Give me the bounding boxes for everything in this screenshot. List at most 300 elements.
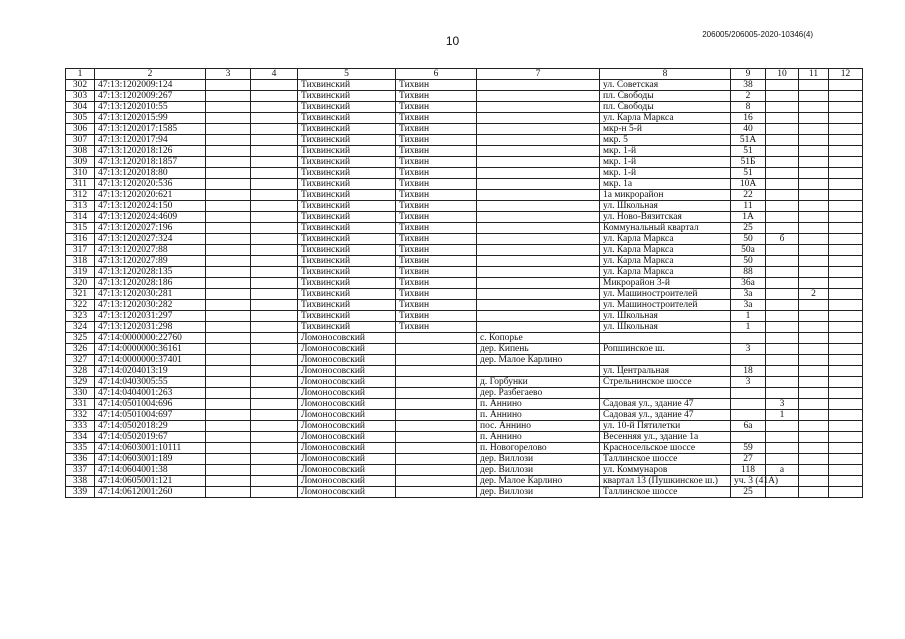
table-cell [396, 476, 477, 487]
table-cell [206, 487, 251, 498]
table-cell [799, 443, 829, 454]
table-cell: 3 [766, 399, 799, 410]
table-cell [766, 355, 799, 366]
column-header: 12 [829, 69, 863, 80]
table-cell [766, 366, 799, 377]
table-cell: 47:13:1202017:94 [95, 135, 206, 146]
table-cell [766, 267, 799, 278]
table-cell [396, 432, 477, 443]
table-cell: 27 [731, 454, 766, 465]
table-cell: ул. Школьная [600, 201, 731, 212]
table-cell: 88 [731, 267, 766, 278]
table-cell [766, 388, 799, 399]
table-cell [396, 487, 477, 498]
table-cell [799, 234, 829, 245]
table-cell [206, 399, 251, 410]
table-cell [766, 168, 799, 179]
table-cell [766, 135, 799, 146]
table-cell [731, 399, 766, 410]
table-cell: 318 [66, 256, 95, 267]
table-cell: 51 [731, 146, 766, 157]
table-cell: 302 [66, 80, 95, 91]
table-cell [799, 267, 829, 278]
table-cell [206, 278, 251, 289]
column-header: 8 [600, 69, 731, 80]
table-cell [477, 80, 600, 91]
column-header: 11 [799, 69, 829, 80]
table-cell: с. Копорье [477, 333, 600, 344]
table-cell: Тихвинский [298, 113, 396, 124]
table-row [66, 80, 863, 91]
table-cell [477, 146, 600, 157]
table-cell [829, 443, 863, 454]
table-cell: Тихвинский [298, 223, 396, 234]
table-row [66, 146, 863, 157]
table-cell: 311 [66, 179, 95, 190]
table-cell [799, 487, 829, 498]
table-cell: 47:13:1202018:1857 [95, 157, 206, 168]
table-cell: Таллинское шоссе [600, 454, 731, 465]
column-header: 7 [477, 69, 600, 80]
table-cell [766, 256, 799, 267]
table-cell [251, 476, 298, 487]
table-cell [206, 421, 251, 432]
table-cell [829, 146, 863, 157]
table-cell [251, 212, 298, 223]
table-cell [251, 91, 298, 102]
table-cell: ул. Карла Маркса [600, 234, 731, 245]
table-cell [829, 212, 863, 223]
table-cell: 38 [731, 80, 766, 91]
table-cell [206, 190, 251, 201]
table-cell [829, 113, 863, 124]
table-cell: Тихвин [396, 168, 477, 179]
table-cell [251, 190, 298, 201]
table-cell [829, 366, 863, 377]
table-cell [251, 300, 298, 311]
table-cell: п. Новогорелово [477, 443, 600, 454]
table-cell: 47:14:0404001:263 [95, 388, 206, 399]
page-number: 10 [445, 34, 460, 48]
table-cell [477, 300, 600, 311]
table-cell: Тихвин [396, 234, 477, 245]
column-header: 3 [206, 69, 251, 80]
table-cell: Тихвин [396, 102, 477, 113]
table-cell: 3 [731, 344, 766, 355]
table-cell: дер. Виллози [477, 487, 600, 498]
table-cell: б [766, 234, 799, 245]
table-row [66, 212, 863, 223]
table-cell: Тихвин [396, 278, 477, 289]
table-cell [799, 157, 829, 168]
table-cell [477, 289, 600, 300]
table-cell [251, 256, 298, 267]
table-cell [251, 201, 298, 212]
table-cell [829, 245, 863, 256]
table-cell [206, 245, 251, 256]
table-cell [829, 234, 863, 245]
table-cell: Тихвинский [298, 179, 396, 190]
table-cell [829, 465, 863, 476]
column-header: 6 [396, 69, 477, 80]
table-cell [766, 179, 799, 190]
table-cell: 3 [731, 377, 766, 388]
column-header: 9 [731, 69, 766, 80]
table-cell: Тихвинский [298, 300, 396, 311]
table-cell [251, 289, 298, 300]
table-cell: 16 [731, 113, 766, 124]
table-cell: Тихвинский [298, 311, 396, 322]
table-cell [766, 80, 799, 91]
table-cell [766, 443, 799, 454]
table-cell [766, 146, 799, 157]
table-cell: 8 [731, 102, 766, 113]
table-cell [799, 454, 829, 465]
table-cell: Тихвинский [298, 190, 396, 201]
table-cell [477, 322, 600, 333]
table-cell [251, 344, 298, 355]
table-cell [251, 124, 298, 135]
table-cell [766, 245, 799, 256]
table-cell: мкр-н 5-й [600, 124, 731, 135]
table-cell: Коммунальный квартал [600, 223, 731, 234]
column-header: 5 [298, 69, 396, 80]
table-cell: 36а [731, 278, 766, 289]
table-cell: п. Аннино [477, 399, 600, 410]
table-cell: 1 [766, 410, 799, 421]
table-cell: ул. Школьная [600, 311, 731, 322]
table-cell: 47:13:1202009:124 [95, 80, 206, 91]
table-cell: Ломоносовский [298, 487, 396, 498]
table-cell: 1 [731, 311, 766, 322]
table-cell [799, 201, 829, 212]
table-cell [251, 146, 298, 157]
table-cell [477, 234, 600, 245]
table-cell [799, 223, 829, 234]
table-cell [799, 344, 829, 355]
table-row [66, 135, 863, 146]
table-cell [206, 355, 251, 366]
table-cell: а [766, 465, 799, 476]
table-cell [829, 454, 863, 465]
table-cell [396, 366, 477, 377]
table-cell: 59 [731, 443, 766, 454]
table-row [66, 102, 863, 113]
table-row [66, 366, 863, 377]
table-cell: Стрельнинское шоссе [600, 377, 731, 388]
table-cell [829, 487, 863, 498]
table-cell: Тихвин [396, 157, 477, 168]
table-cell [799, 333, 829, 344]
table-cell [799, 410, 829, 421]
table-cell [251, 377, 298, 388]
table-cell [477, 311, 600, 322]
table-cell [766, 421, 799, 432]
table-cell [206, 102, 251, 113]
table-cell [799, 322, 829, 333]
table-cell: Ломоносовский [298, 388, 396, 399]
table-cell [206, 256, 251, 267]
table-cell: дер. Кипень [477, 344, 600, 355]
table-cell [799, 311, 829, 322]
table-row [66, 278, 863, 289]
table-cell: 47:14:0604001:38 [95, 465, 206, 476]
table-cell [477, 278, 600, 289]
table-cell [477, 256, 600, 267]
table-cell: 1А [731, 212, 766, 223]
table-cell: 305 [66, 113, 95, 124]
table-cell [799, 377, 829, 388]
table-cell [731, 432, 766, 443]
table-cell: 47:14:0204013:19 [95, 366, 206, 377]
table-cell: 50 [731, 256, 766, 267]
table-cell: Ломоносовский [298, 355, 396, 366]
table-row [66, 399, 863, 410]
table-cell: 47:14:0501004:696 [95, 399, 206, 410]
table-cell: 317 [66, 245, 95, 256]
table-cell: Тихвин [396, 124, 477, 135]
table-cell [799, 102, 829, 113]
table-cell: 326 [66, 344, 95, 355]
table-cell: п. Аннино [477, 432, 600, 443]
table-cell [206, 267, 251, 278]
table-cell [600, 333, 731, 344]
table-cell [799, 300, 829, 311]
table-cell [477, 91, 600, 102]
table-cell: 50 [731, 234, 766, 245]
table-cell [799, 245, 829, 256]
table-cell: дер. Малое Карлино [477, 355, 600, 366]
table-cell: мкр. 1а [600, 179, 731, 190]
table-cell: Ломоносовский [298, 377, 396, 388]
table-cell [251, 179, 298, 190]
table-cell [251, 278, 298, 289]
table-row [66, 91, 863, 102]
table-cell [251, 443, 298, 454]
table-row [66, 454, 863, 465]
table-cell [799, 465, 829, 476]
table-cell: 332 [66, 410, 95, 421]
table-row [66, 256, 863, 267]
table-row [66, 223, 863, 234]
table-row [66, 245, 863, 256]
table-cell [829, 135, 863, 146]
table-cell [731, 410, 766, 421]
table-cell: Ломоносовский [298, 443, 396, 454]
table-cell: пл. Свободы [600, 102, 731, 113]
table-cell: Тихвин [396, 201, 477, 212]
table-cell: 304 [66, 102, 95, 113]
table-cell [477, 124, 600, 135]
table-cell: 47:13:1202020:621 [95, 190, 206, 201]
table-cell [799, 179, 829, 190]
table-cell [396, 421, 477, 432]
table-row [66, 190, 863, 201]
table-cell [206, 201, 251, 212]
table-cell: 47:14:0403005:55 [95, 377, 206, 388]
table-cell: мкр. 1-й [600, 168, 731, 179]
table-cell [766, 454, 799, 465]
table-cell: Красносельское шоссе [600, 443, 731, 454]
table-cell [600, 388, 731, 399]
table-cell: 316 [66, 234, 95, 245]
table-cell [206, 333, 251, 344]
table-cell [206, 146, 251, 157]
table-cell: Тихвин [396, 212, 477, 223]
table-cell: 10А [731, 179, 766, 190]
table-cell: 47:13:1202015:99 [95, 113, 206, 124]
table-cell: 306 [66, 124, 95, 135]
table-cell: 2 [731, 91, 766, 102]
table-cell [477, 102, 600, 113]
table-cell: 47:13:1202028:186 [95, 278, 206, 289]
table-cell [206, 410, 251, 421]
table-cell [799, 80, 829, 91]
table-cell [829, 157, 863, 168]
table-cell: ул. Карла Маркса [600, 113, 731, 124]
column-header: 1 [66, 69, 95, 80]
table-cell [799, 135, 829, 146]
table-cell: 47:14:0612001:260 [95, 487, 206, 498]
table-cell: Ломоносовский [298, 421, 396, 432]
table-cell: 334 [66, 432, 95, 443]
table-row [66, 179, 863, 190]
table-cell [396, 344, 477, 355]
table-cell: Тихвин [396, 267, 477, 278]
table-cell: Ломоносовский [298, 465, 396, 476]
table-cell [206, 366, 251, 377]
table-cell [799, 476, 829, 487]
table-cell [829, 124, 863, 135]
table-cell: Тихвинский [298, 201, 396, 212]
table-cell: Тихвин [396, 322, 477, 333]
table-cell [799, 256, 829, 267]
table-cell: 25 [731, 223, 766, 234]
table-cell [829, 476, 863, 487]
table-row [66, 289, 863, 300]
table-cell: дер. Виллози [477, 454, 600, 465]
table-cell [799, 388, 829, 399]
table-cell [206, 212, 251, 223]
table-cell: дер. Малое Карлино [477, 476, 600, 487]
table-cell [829, 91, 863, 102]
table-cell: 47:13:1202031:298 [95, 322, 206, 333]
table-cell [206, 234, 251, 245]
table-cell: 47:13:1202027:196 [95, 223, 206, 234]
table-cell: 51А [731, 135, 766, 146]
table-cell [731, 333, 766, 344]
table-cell: Тихвинский [298, 157, 396, 168]
table-row [66, 432, 863, 443]
table-cell [766, 432, 799, 443]
table-row [66, 322, 863, 333]
table-cell: 323 [66, 311, 95, 322]
table-row [66, 377, 863, 388]
table-cell: 309 [66, 157, 95, 168]
table-row [66, 113, 863, 124]
table-row [66, 234, 863, 245]
table-cell [829, 311, 863, 322]
table-cell: 1 [731, 322, 766, 333]
table-cell [206, 157, 251, 168]
table-cell [799, 432, 829, 443]
table-cell: Микрорайон 3-й [600, 278, 731, 289]
table-cell: Тихвинский [298, 234, 396, 245]
table-cell [396, 465, 477, 476]
table-cell: 50а [731, 245, 766, 256]
table-cell [799, 278, 829, 289]
table-cell: 47:13:1202010:55 [95, 102, 206, 113]
table-cell: Тихвинский [298, 102, 396, 113]
table-cell: 310 [66, 168, 95, 179]
table-cell [477, 179, 600, 190]
table-cell [829, 410, 863, 421]
table-cell [206, 168, 251, 179]
table-cell: 47:14:0502019:67 [95, 432, 206, 443]
table-cell: 47:14:0603001:189 [95, 454, 206, 465]
table-cell: 47:13:1202030:282 [95, 300, 206, 311]
table-cell: мкр. 1-й [600, 146, 731, 157]
table-cell [251, 366, 298, 377]
table-cell [251, 465, 298, 476]
table-cell [251, 311, 298, 322]
table-cell: Тихвинский [298, 267, 396, 278]
table-cell [477, 113, 600, 124]
table-cell: 51 [731, 168, 766, 179]
table-cell: 307 [66, 135, 95, 146]
table-cell: Садовая ул., здание 47 [600, 399, 731, 410]
table-cell [251, 399, 298, 410]
table-cell: Ломоносовский [298, 432, 396, 443]
table-cell: 320 [66, 278, 95, 289]
table-cell [396, 388, 477, 399]
table-cell: 47:14:0501004:697 [95, 410, 206, 421]
table-cell: Тихвин [396, 179, 477, 190]
table-cell [766, 157, 799, 168]
table-cell [799, 190, 829, 201]
table-cell: ул. Карла Маркса [600, 267, 731, 278]
table-row [66, 421, 863, 432]
table-cell: 47:13:1202024:4609 [95, 212, 206, 223]
table-cell: мкр. 1-й [600, 157, 731, 168]
table-cell: 339 [66, 487, 95, 498]
table-cell [206, 135, 251, 146]
table-cell: Тихвин [396, 80, 477, 91]
table-cell [251, 388, 298, 399]
table-cell: 47:14:0000000:37401 [95, 355, 206, 366]
table-cell: Тихвинский [298, 289, 396, 300]
table-cell [829, 102, 863, 113]
table-cell: ул. Школьная [600, 322, 731, 333]
table-cell [206, 300, 251, 311]
table-cell: 47:13:1202030:281 [95, 289, 206, 300]
table-cell: 47:13:1202017:1585 [95, 124, 206, 135]
column-header: 2 [95, 69, 206, 80]
table-row [66, 124, 863, 135]
table-cell: ул. Машиностроителей [600, 300, 731, 311]
table-cell [206, 454, 251, 465]
table-cell [251, 135, 298, 146]
table-cell [799, 355, 829, 366]
table-cell: 337 [66, 465, 95, 476]
table-cell: 40 [731, 124, 766, 135]
table-cell: 308 [66, 146, 95, 157]
table-cell [829, 421, 863, 432]
table-cell: 47:13:1202031:297 [95, 311, 206, 322]
table-cell [766, 113, 799, 124]
table-cell: Тихвинский [298, 212, 396, 223]
table-cell [766, 377, 799, 388]
